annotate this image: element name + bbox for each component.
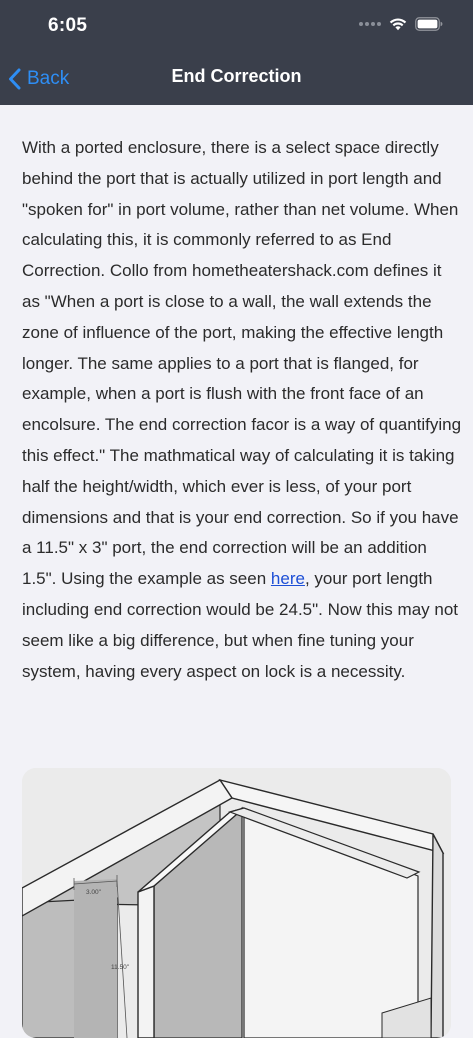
navigation-bar bbox=[0, 0, 473, 105]
status-icons bbox=[359, 17, 443, 31]
article-text-after-link: , your port length including end correction would be 24.5". Now this may not seem like a big difference, but when fine tuning your system, having every aspect on lock is a necessity. bbox=[22, 569, 458, 681]
height-dimension-label: 11.50" bbox=[111, 964, 130, 971]
status-time: 6:05 bbox=[48, 15, 88, 36]
back-button-label: Back bbox=[27, 68, 70, 89]
article-body bbox=[22, 133, 462, 687]
article-text-before-link: With a ported enclosure, there is a select space directly behind the port that is actually utilized in port length and "spoken for" in port volume, rather than net volume. When calculating this, it is commonly referred to as End Correction. Collo from hometheatershack.com defines it as "When a port is close to a wall, the wall extends the zone of influence of the port, making the effective length longer. The same applies to a port that is flanged, for example, when a port is flush with the front face of an encolsure. The end correction facor is a way of quantifying this effect." The mathmatical way of calculating it is taking half the height/width, which ever is less, of your port dimensions and that is your end correction. So if you have a 11.5" x 3" port, the end correction will be an addition 1.5". Using the example as seen bbox=[22, 138, 462, 589]
wifi-icon bbox=[389, 17, 407, 31]
page-title: End Correction bbox=[171, 66, 302, 86]
here-link[interactable]: here bbox=[270, 569, 305, 589]
battery-icon bbox=[415, 17, 443, 31]
enclosure-diagram bbox=[22, 768, 451, 1038]
cellular-signal-icon bbox=[359, 22, 381, 26]
width-dimension-label: 3.00" bbox=[86, 889, 101, 896]
enclosure-diagram-image bbox=[22, 768, 451, 1038]
article-paragraph bbox=[22, 133, 462, 687]
